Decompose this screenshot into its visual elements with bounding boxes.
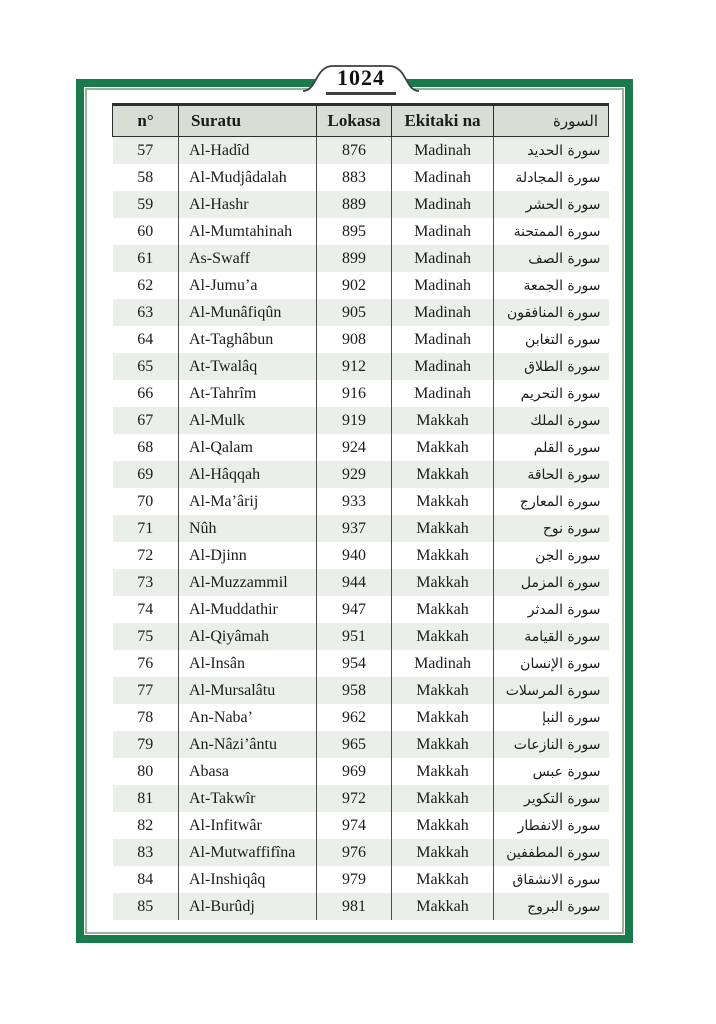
cell-arabic: سورة الانشقاق — [494, 866, 609, 893]
cell-arabic: سورة البروج — [494, 893, 609, 920]
decorative-frame-inner-line — [85, 88, 624, 934]
table-row — [113, 758, 609, 785]
cell-lokasa: 972 — [317, 785, 392, 812]
column-header-lokasa: Lokasa — [317, 105, 392, 137]
decorative-frame — [76, 79, 633, 943]
table-row — [113, 434, 609, 461]
cell-arabic: سورة الطلاق — [494, 353, 609, 380]
cell-arabic: سورة القيامة — [494, 623, 609, 650]
cell-n: 67 — [113, 407, 179, 434]
cell-suratu: Al-Mulk — [179, 407, 317, 434]
table-header — [113, 105, 609, 137]
cell-ekitaki: Makkah — [392, 893, 494, 920]
cell-arabic: سورة النازعات — [494, 731, 609, 758]
table-row — [113, 407, 609, 434]
cell-arabic: سورة الإنسان — [494, 650, 609, 677]
cell-n: 73 — [113, 569, 179, 596]
cell-n: 76 — [113, 650, 179, 677]
cell-lokasa: 899 — [317, 245, 392, 272]
cell-ekitaki: Makkah — [392, 866, 494, 893]
cell-arabic: سورة الحديد — [494, 137, 609, 165]
cell-ekitaki: Makkah — [392, 812, 494, 839]
cell-arabic: سورة الصف — [494, 245, 609, 272]
cell-n: 64 — [113, 326, 179, 353]
cell-ekitaki: Madinah — [392, 137, 494, 165]
cell-ekitaki: Makkah — [392, 434, 494, 461]
table-row — [113, 839, 609, 866]
cell-suratu: Al-Mursalâtu — [179, 677, 317, 704]
cell-suratu: Al-Qiyâmah — [179, 623, 317, 650]
cell-lokasa: 919 — [317, 407, 392, 434]
cell-n: 75 — [113, 623, 179, 650]
table-row — [113, 218, 609, 245]
cell-ekitaki: Makkah — [392, 758, 494, 785]
cell-suratu: At-Taghâbun — [179, 326, 317, 353]
cell-ekitaki: Makkah — [392, 677, 494, 704]
table-row — [113, 326, 609, 353]
cell-arabic: سورة المنافقون — [494, 299, 609, 326]
cell-suratu: An-Nâzi’ântu — [179, 731, 317, 758]
cell-n: 68 — [113, 434, 179, 461]
cell-lokasa: 940 — [317, 542, 392, 569]
cell-suratu: Al-Djinn — [179, 542, 317, 569]
table-row — [113, 866, 609, 893]
cell-lokasa: 974 — [317, 812, 392, 839]
cell-n: 63 — [113, 299, 179, 326]
cell-ekitaki: Makkah — [392, 731, 494, 758]
cell-lokasa: 929 — [317, 461, 392, 488]
cell-ekitaki: Madinah — [392, 380, 494, 407]
cell-n: 59 — [113, 191, 179, 218]
cell-suratu: Al-Munâfiqûn — [179, 299, 317, 326]
cell-n: 69 — [113, 461, 179, 488]
cell-ekitaki: Makkah — [392, 785, 494, 812]
cell-lokasa: 947 — [317, 596, 392, 623]
cell-arabic: سورة النبإ — [494, 704, 609, 731]
cell-ekitaki: Madinah — [392, 191, 494, 218]
cell-lokasa: 969 — [317, 758, 392, 785]
cell-ekitaki: Makkah — [392, 488, 494, 515]
cell-lokasa: 905 — [317, 299, 392, 326]
cell-suratu: Al-Qalam — [179, 434, 317, 461]
cell-lokasa: 951 — [317, 623, 392, 650]
cell-ekitaki: Madinah — [392, 164, 494, 191]
cell-suratu: Al-Infitwâr — [179, 812, 317, 839]
cell-arabic: سورة القلم — [494, 434, 609, 461]
column-header-number: n° — [113, 105, 179, 137]
cell-ekitaki: Madinah — [392, 353, 494, 380]
cell-arabic: سورة الجن — [494, 542, 609, 569]
cell-lokasa: 954 — [317, 650, 392, 677]
table-row — [113, 353, 609, 380]
cell-ekitaki: Madinah — [392, 218, 494, 245]
cell-arabic: سورة عبس — [494, 758, 609, 785]
cell-ekitaki: Makkah — [392, 542, 494, 569]
cell-arabic: سورة المدثر — [494, 596, 609, 623]
cell-suratu: Al-Hâqqah — [179, 461, 317, 488]
table-row — [113, 812, 609, 839]
cell-arabic: سورة التكوير — [494, 785, 609, 812]
cell-ekitaki: Makkah — [392, 623, 494, 650]
cell-ekitaki: Makkah — [392, 569, 494, 596]
cell-arabic: سورة الحشر — [494, 191, 609, 218]
cell-arabic: سورة المجادلة — [494, 164, 609, 191]
cell-suratu: Al-Inshiqâq — [179, 866, 317, 893]
table-row — [113, 137, 609, 165]
table-row — [113, 731, 609, 758]
cell-n: 85 — [113, 893, 179, 920]
cell-lokasa: 908 — [317, 326, 392, 353]
cell-arabic: سورة الانفطار — [494, 812, 609, 839]
cell-suratu: Al-Ma’ârij — [179, 488, 317, 515]
cell-n: 84 — [113, 866, 179, 893]
cell-n: 60 — [113, 218, 179, 245]
cell-lokasa: 979 — [317, 866, 392, 893]
table-row — [113, 299, 609, 326]
column-header-ekitaki: Ekitaki na — [392, 105, 494, 137]
cell-ekitaki: Makkah — [392, 839, 494, 866]
cell-suratu: As-Swaff — [179, 245, 317, 272]
cell-n: 70 — [113, 488, 179, 515]
cell-suratu: Al-Mudjâdalah — [179, 164, 317, 191]
cell-suratu: Al-Muddathir — [179, 596, 317, 623]
cell-lokasa: 916 — [317, 380, 392, 407]
cell-n: 57 — [113, 137, 179, 165]
cell-n: 83 — [113, 839, 179, 866]
surah-table-body — [113, 137, 609, 921]
table-row — [113, 245, 609, 272]
cell-n: 65 — [113, 353, 179, 380]
cell-lokasa: 889 — [317, 191, 392, 218]
cell-lokasa: 902 — [317, 272, 392, 299]
cell-ekitaki: Madinah — [392, 272, 494, 299]
cell-n: 81 — [113, 785, 179, 812]
cell-suratu: Al-Jumu’a — [179, 272, 317, 299]
cell-arabic: سورة التغابن — [494, 326, 609, 353]
column-header-arabic: السورة — [494, 105, 609, 137]
cell-arabic: سورة نوح — [494, 515, 609, 542]
table-row — [113, 569, 609, 596]
table-row — [113, 380, 609, 407]
cell-n: 74 — [113, 596, 179, 623]
cell-n: 80 — [113, 758, 179, 785]
table-row — [113, 461, 609, 488]
cell-lokasa: 937 — [317, 515, 392, 542]
table-row — [113, 623, 609, 650]
cell-suratu: An-Naba’ — [179, 704, 317, 731]
cell-arabic: سورة الملك — [494, 407, 609, 434]
cell-n: 72 — [113, 542, 179, 569]
table-row — [113, 704, 609, 731]
surah-index-table — [112, 103, 609, 920]
table-row — [113, 191, 609, 218]
cell-lokasa: 976 — [317, 839, 392, 866]
cell-ekitaki: Madinah — [392, 245, 494, 272]
cell-suratu: At-Twalâq — [179, 353, 317, 380]
cell-n: 77 — [113, 677, 179, 704]
table-row — [113, 542, 609, 569]
cell-suratu: Abasa — [179, 758, 317, 785]
cell-ekitaki: Madinah — [392, 650, 494, 677]
cell-ekitaki: Makkah — [392, 461, 494, 488]
cell-suratu: Al-Hadîd — [179, 137, 317, 165]
table-row — [113, 677, 609, 704]
cell-lokasa: 944 — [317, 569, 392, 596]
cell-n: 66 — [113, 380, 179, 407]
cell-n: 82 — [113, 812, 179, 839]
cell-n: 61 — [113, 245, 179, 272]
cell-ekitaki: Makkah — [392, 596, 494, 623]
cell-lokasa: 912 — [317, 353, 392, 380]
column-header-suratu: Suratu — [179, 105, 317, 137]
table-row — [113, 893, 609, 920]
table-row — [113, 785, 609, 812]
cell-suratu: Al-Insân — [179, 650, 317, 677]
cell-arabic: سورة التحريم — [494, 380, 609, 407]
cell-lokasa: 962 — [317, 704, 392, 731]
cell-ekitaki: Madinah — [392, 299, 494, 326]
cell-arabic: سورة المرسلات — [494, 677, 609, 704]
cell-suratu: At-Takwîr — [179, 785, 317, 812]
table-row — [113, 164, 609, 191]
cell-suratu: Al-Mutwaffifîna — [179, 839, 317, 866]
cell-lokasa: 965 — [317, 731, 392, 758]
cell-arabic: سورة الجمعة — [494, 272, 609, 299]
cell-lokasa: 958 — [317, 677, 392, 704]
cell-arabic: سورة المعارج — [494, 488, 609, 515]
cell-suratu: Nûh — [179, 515, 317, 542]
page-number-underline — [326, 92, 396, 95]
table-row — [113, 650, 609, 677]
cell-suratu: At-Tahrîm — [179, 380, 317, 407]
cell-lokasa: 876 — [317, 137, 392, 165]
table-header-row — [113, 105, 609, 137]
cell-ekitaki: Madinah — [392, 326, 494, 353]
cell-suratu: Al-Mumtahinah — [179, 218, 317, 245]
cell-arabic: سورة المطففين — [494, 839, 609, 866]
table-row — [113, 515, 609, 542]
table-row — [113, 488, 609, 515]
cell-lokasa: 933 — [317, 488, 392, 515]
cell-lokasa: 924 — [317, 434, 392, 461]
table-row — [113, 272, 609, 299]
cell-n: 62 — [113, 272, 179, 299]
table-row — [113, 596, 609, 623]
cell-suratu: Al-Muzzammil — [179, 569, 317, 596]
cell-n: 79 — [113, 731, 179, 758]
cell-arabic: سورة الممتحنة — [494, 218, 609, 245]
cell-lokasa: 883 — [317, 164, 392, 191]
cell-suratu: Al-Hashr — [179, 191, 317, 218]
cell-ekitaki: Makkah — [392, 515, 494, 542]
cell-arabic: سورة الحاقة — [494, 461, 609, 488]
cell-lokasa: 981 — [317, 893, 392, 920]
page-number: 1024 — [337, 65, 385, 90]
page-number-tab — [303, 63, 419, 97]
cell-ekitaki: Makkah — [392, 407, 494, 434]
cell-arabic: سورة المزمل — [494, 569, 609, 596]
cell-n: 71 — [113, 515, 179, 542]
cell-ekitaki: Makkah — [392, 704, 494, 731]
cell-lokasa: 895 — [317, 218, 392, 245]
cell-n: 58 — [113, 164, 179, 191]
cell-n: 78 — [113, 704, 179, 731]
cell-suratu: Al-Burûdj — [179, 893, 317, 920]
